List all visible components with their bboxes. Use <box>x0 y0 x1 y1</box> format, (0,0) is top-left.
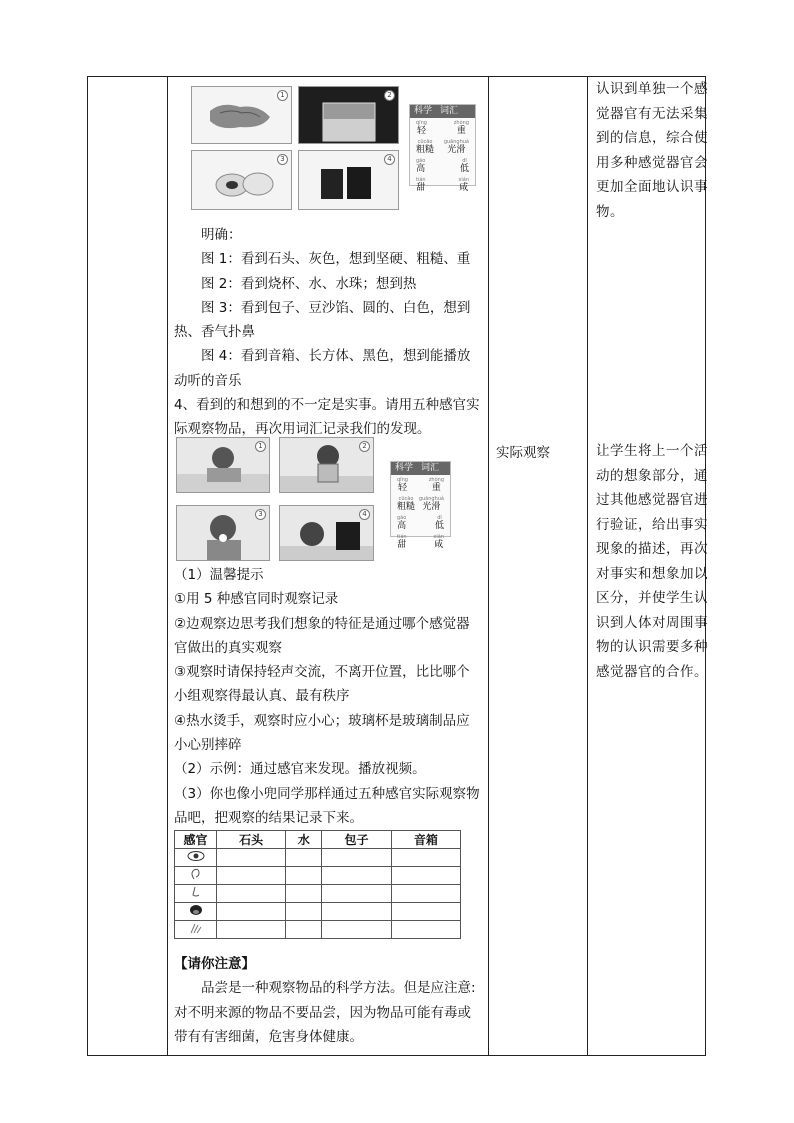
vocab-hanzi: 高 <box>416 164 426 174</box>
stone-photo <box>191 86 292 144</box>
example-3-text: （3）你也像小兜同学那样通过五种感官实际观察物品吧，把观察的结果记录下来。 <box>174 785 480 826</box>
vocab-hanzi: 粗糙 <box>416 145 435 155</box>
observe-photo-4 <box>279 505 374 561</box>
picture-number-3: 3 <box>277 154 288 165</box>
vocab-hanzi: 咸 <box>434 540 444 550</box>
picture-number-2: 2 <box>359 441 370 452</box>
vocab-row <box>391 477 450 494</box>
nose-icon <box>186 885 206 899</box>
header-bun: 包子 <box>322 831 391 849</box>
speaker-photo <box>298 150 399 210</box>
vocab-word <box>397 477 408 494</box>
vocab-word <box>435 515 444 532</box>
vocab-hanzi: 光滑 <box>447 145 466 155</box>
notice-body: 品尝是一种观察物品的科学方法。但是应注意:对不明来源的物品不要品尝，因为物品可能有毒或带有有害细菌，危害身体健康。 <box>174 980 476 1045</box>
header-stone: 石头 <box>217 831 286 849</box>
table-row <box>175 921 461 939</box>
vocab-pinyin: guānghuá <box>418 496 444 502</box>
design-intent-1: 认识到单独一个感觉器官有无法采集到的信息，综合使用多种感觉器官会更加全面地认识事物。 <box>596 81 708 220</box>
step-4-text: 4、看到的和想到的不一定是实事。请用五种感官实际观察物品，再次用词汇记录我们的发现。 <box>174 397 480 438</box>
table-row <box>175 885 461 903</box>
vocab-hanzi: 甜 <box>397 540 407 550</box>
main-column <box>168 223 488 442</box>
tip-3: ③观察时请保持轻声交流，不离开位置，比比哪个小组观察得最认真、最有秩序 <box>174 664 470 705</box>
tip-4: ④热水烫手，观察时应小心；玻璃杯是玻璃制品应小心别摔碎 <box>174 712 470 754</box>
figure-3-note: 图 3：看到包子、豆沙馅、圆的、白色，想到热、香气扑鼻 <box>174 299 471 341</box>
vocab-row <box>391 496 450 513</box>
vocab-pinyin: qīng <box>416 120 427 126</box>
vocab-hanzi: 甜 <box>416 183 426 193</box>
vocab-hanzi: 咸 <box>459 183 469 193</box>
observe-photo-3 <box>176 505 270 561</box>
vocab-hanzi: 低 <box>459 164 469 174</box>
vocab-hanzi: 轻 <box>397 483 407 493</box>
vocab-tag: 科学 <box>414 106 433 116</box>
vocab-row <box>410 120 475 137</box>
example-text: （2）示例：通过感官来发现。播放视频。 <box>174 761 426 778</box>
table-row <box>175 867 461 885</box>
vocab-row <box>410 158 475 175</box>
vocab-hanzi: 高 <box>397 521 407 531</box>
header-water: 水 <box>286 831 322 849</box>
vocab-hanzi: 重 <box>431 483 441 493</box>
observation-table <box>174 830 461 939</box>
vocab-pinyin: cūcāo <box>417 139 433 145</box>
vocab-word <box>397 515 406 532</box>
vocab-word <box>454 120 469 137</box>
picture-number-1: 1 <box>277 90 288 101</box>
picture-number-4: 4 <box>359 509 370 520</box>
header-sense: 感官 <box>175 831 217 849</box>
design-intent-2: 让学生将上一个活动的想象部分，通过其他感觉器官进行验证，给出事实现象的描述，再次对事实和想象加以区分，并使学生认识到人体对周围事物的认识需要多种感觉器官的合作。 <box>596 443 708 680</box>
tip-1: ①用 5 种感官同时观察记录 <box>174 591 339 608</box>
hand-icon <box>186 921 206 935</box>
table-header-row <box>175 831 461 849</box>
vocab-title: 词汇 <box>421 463 440 473</box>
actual-observation-label: 实际观察 <box>496 445 550 461</box>
tip-2: ②边观察边思考我们想象的特征是通过哪个感觉器官做出的真实观察 <box>174 615 470 656</box>
header-speaker: 音箱 <box>391 831 460 849</box>
vocab-hanzi: 粗糙 <box>397 502 416 512</box>
vocab-hanzi: 光滑 <box>422 502 441 512</box>
tip-title: （1）温馨提示 <box>174 567 264 583</box>
vocab-pinyin: tián <box>416 177 426 183</box>
vocab-pinyin: dī <box>462 158 467 164</box>
vocab-word <box>433 534 444 551</box>
lesson-table <box>87 76 706 1056</box>
vocab-pinyin: qīng <box>397 477 408 483</box>
vocab-rows <box>410 120 475 194</box>
vocab-rows <box>391 477 450 551</box>
column-divider <box>587 77 588 1055</box>
vocab-pinyin: gāo <box>397 515 407 521</box>
ear-icon <box>186 867 206 881</box>
vocab-word <box>444 139 469 156</box>
vocab-row <box>391 515 450 532</box>
vocab-word <box>416 158 425 175</box>
notice-title: 【请你注意】 <box>174 956 255 972</box>
picture-number-3: 3 <box>255 509 266 520</box>
science-vocab-card-2 <box>390 461 451 550</box>
picture-number-1: 1 <box>255 441 266 452</box>
vocab-pinyin: zhòng <box>453 120 469 126</box>
picture-number-2: 2 <box>384 90 395 101</box>
table-row <box>175 849 461 867</box>
vocab-word <box>397 496 415 513</box>
beaker-photo <box>298 86 399 144</box>
column-divider <box>488 77 489 1055</box>
figure-1-note: 图 1：看到石头、灰色，想到坚硬、粗糙、重 <box>201 251 471 268</box>
eye-icon <box>186 849 206 863</box>
vocab-row <box>410 139 475 156</box>
notice-block <box>168 952 488 1049</box>
vocab-row <box>410 177 475 194</box>
bun-photo <box>191 150 292 210</box>
mouth-icon <box>186 903 206 917</box>
vocab-hanzi: 重 <box>456 126 466 136</box>
picture-number-4: 4 <box>384 154 395 165</box>
vocab-word <box>458 177 469 194</box>
vocab-row <box>391 534 450 551</box>
vocab-pinyin: cūcāo <box>398 496 414 502</box>
vocab-word <box>416 120 427 137</box>
vocab-word <box>397 534 407 551</box>
figure-2-note: 图 2：看到烧杯、水、水珠；想到热 <box>201 275 417 292</box>
figure-4-note: 图 4：看到音箱、长方体、黑色，想到能播放动听的音乐 <box>174 348 471 389</box>
vocab-pinyin: tián <box>397 534 407 540</box>
vocab-pinyin: zhòng <box>428 477 444 483</box>
vocab-title: 词汇 <box>440 106 459 116</box>
clarify-label: 明确： <box>201 227 242 243</box>
observe-photo-2 <box>279 437 374 493</box>
vocab-word <box>460 158 469 175</box>
vocab-word <box>419 496 444 513</box>
vocab-hanzi: 低 <box>434 521 444 531</box>
science-vocab-card <box>409 104 476 193</box>
table-row <box>175 903 461 921</box>
vocab-word <box>416 177 426 194</box>
vocab-pinyin: xián <box>433 534 444 540</box>
vocab-word <box>429 477 444 494</box>
vocab-pinyin: gāo <box>416 158 426 164</box>
vocab-pinyin: dī <box>437 515 442 521</box>
vocab-pinyin: xián <box>458 177 469 183</box>
vocab-pinyin: guānghuá <box>443 139 469 145</box>
vocab-tag: 科学 <box>395 463 414 473</box>
vocab-hanzi: 轻 <box>416 126 426 136</box>
observe-photo-1 <box>176 437 270 493</box>
vocab-word <box>416 139 434 156</box>
main-column-lower <box>168 563 488 830</box>
activity-label <box>490 441 592 465</box>
